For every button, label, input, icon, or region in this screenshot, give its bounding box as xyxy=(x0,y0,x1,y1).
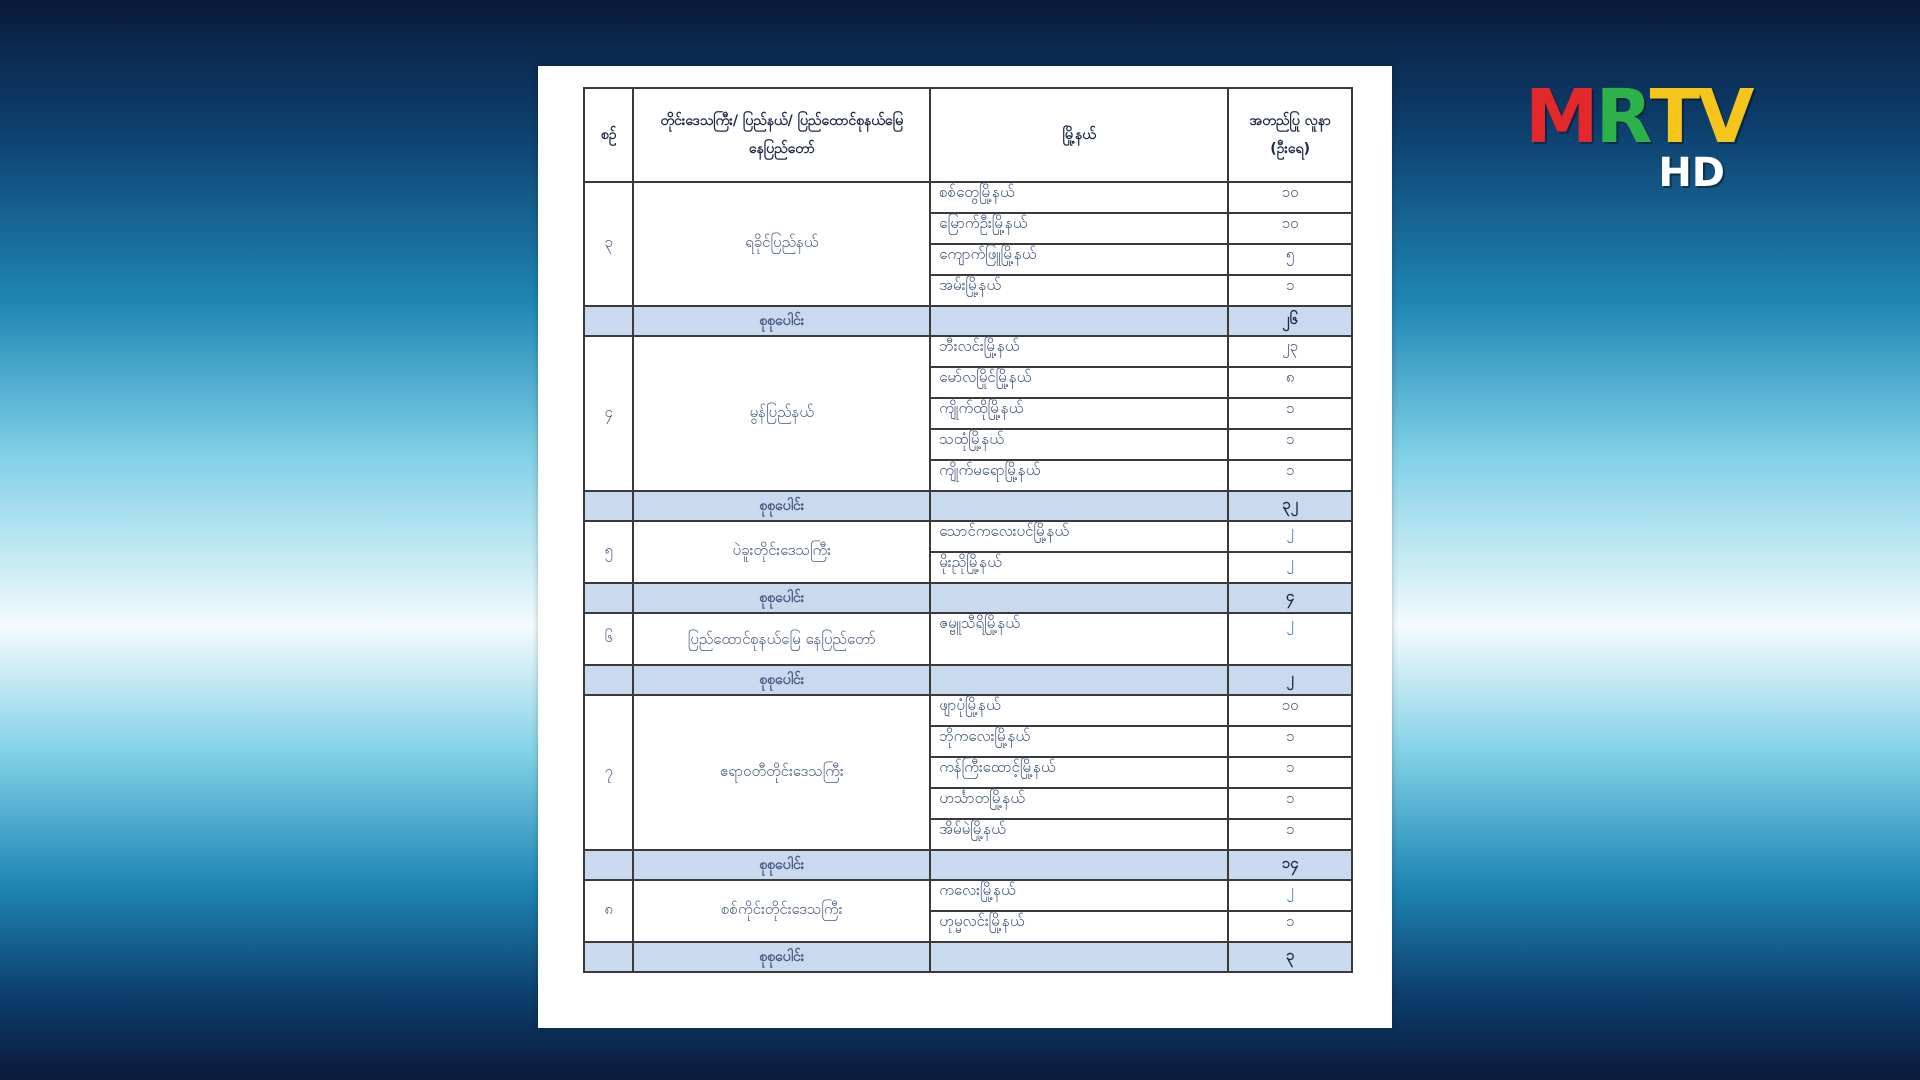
count-cell: ၁ xyxy=(1228,911,1352,942)
logo-letter: T xyxy=(1649,74,1698,160)
region-cell: မွန်ပြည်နယ် xyxy=(633,336,930,491)
township-cell: အိမ်မဲမြို့နယ် xyxy=(930,819,1228,850)
total-label-cell: စုစုပေါင်း xyxy=(633,942,930,972)
region-cell: ရခိုင်ပြည်နယ် xyxy=(633,182,930,306)
total-count-cell: ၃ xyxy=(1228,942,1352,972)
total-count-cell: ၁၄ xyxy=(1228,850,1352,880)
count-cell: ၁၀ xyxy=(1228,182,1352,213)
count-cell: ၁ xyxy=(1228,429,1352,460)
table-row xyxy=(584,521,1352,552)
serial-cell: ၄ xyxy=(584,336,633,491)
total-serial-cell xyxy=(584,665,633,695)
total-township-cell xyxy=(930,665,1228,695)
table-header-row xyxy=(584,88,1352,182)
total-serial-cell xyxy=(584,942,633,972)
header-township: မြို့နယ် xyxy=(930,88,1228,182)
count-cell: ၁၀ xyxy=(1228,213,1352,244)
count-cell: ၁ xyxy=(1228,275,1352,306)
total-serial-cell xyxy=(584,583,633,613)
total-count-cell: ၂ xyxy=(1228,665,1352,695)
mrtv-hd-logo xyxy=(1525,74,1752,196)
count-cell: ၂ xyxy=(1228,552,1352,583)
total-label-cell: စုစုပေါင်း xyxy=(633,850,930,880)
total-row xyxy=(584,583,1352,613)
township-cell: မြောက်ဦးမြို့နယ် xyxy=(930,213,1228,244)
township-cell: ဟုမ္မလင်းမြို့နယ် xyxy=(930,911,1228,942)
township-cell: အမ်းမြို့နယ် xyxy=(930,275,1228,306)
header-count: အတည်ပြု လူနာ (ဦးရေ) xyxy=(1228,88,1352,182)
region-cell: ပဲခူးတိုင်းဒေသကြီး xyxy=(633,521,930,583)
township-cell: သထုံမြို့နယ် xyxy=(930,429,1228,460)
total-count-cell: ၃၂ xyxy=(1228,491,1352,521)
serial-cell: ၇ xyxy=(584,695,633,850)
count-cell: ၅ xyxy=(1228,244,1352,275)
township-cell: စစ်တွေမြို့နယ် xyxy=(930,182,1228,213)
table-row xyxy=(584,336,1352,367)
total-label-cell: စုစုပေါင်း xyxy=(633,583,930,613)
total-label-cell: စုစုပေါင်း xyxy=(633,306,930,336)
logo-letters xyxy=(1525,74,1752,160)
total-row xyxy=(584,491,1352,521)
logo-hd-label: HD xyxy=(1658,150,1725,196)
total-label-cell: စုစုပေါင်း xyxy=(633,491,930,521)
table-row xyxy=(584,695,1352,726)
logo-letter: M xyxy=(1525,74,1596,160)
township-cell: မိုးညိုမြို့နယ် xyxy=(930,552,1228,583)
total-serial-cell xyxy=(584,491,633,521)
logo-letter: V xyxy=(1697,74,1752,160)
count-cell: ၁ xyxy=(1228,819,1352,850)
serial-cell: ၈ xyxy=(584,880,633,942)
document-page xyxy=(538,66,1392,1028)
township-cell: ဖျာပုံမြို့နယ် xyxy=(930,695,1228,726)
count-cell: ၂ xyxy=(1228,613,1352,665)
total-township-cell xyxy=(930,850,1228,880)
total-row xyxy=(584,942,1352,972)
township-cell: ကလေးမြို့နယ် xyxy=(930,880,1228,911)
table-row xyxy=(584,880,1352,911)
total-row xyxy=(584,850,1352,880)
count-cell: ၁ xyxy=(1228,788,1352,819)
township-cell: ဇမ္ဗူသီရိမြို့နယ် xyxy=(930,613,1228,665)
region-cell: ဧရာဝတီတိုင်းဒေသကြီး xyxy=(633,695,930,850)
total-row xyxy=(584,665,1352,695)
total-township-cell xyxy=(930,306,1228,336)
count-cell: ၁ xyxy=(1228,460,1352,491)
count-cell: ၂ xyxy=(1228,880,1352,911)
township-cell: ကျောက်ဖြူမြို့နယ် xyxy=(930,244,1228,275)
count-cell: ၁ xyxy=(1228,757,1352,788)
count-cell: ၁ xyxy=(1228,726,1352,757)
total-township-cell xyxy=(930,583,1228,613)
total-label-cell: စုစုပေါင်း xyxy=(633,665,930,695)
header-serial: စဉ် xyxy=(584,88,633,182)
table-body xyxy=(584,182,1352,972)
header-region: တိုင်းဒေသကြီး/ ပြည်နယ်/ ပြည်ထောင်စုနယ်မြေ နေပြည်တော် xyxy=(633,88,930,182)
logo-letter: R xyxy=(1595,74,1650,160)
region-cell: စစ်ကိုင်းတိုင်းဒေသကြီး xyxy=(633,880,930,942)
serial-cell: ၅ xyxy=(584,521,633,583)
total-serial-cell xyxy=(584,306,633,336)
serial-cell: ၃ xyxy=(584,182,633,306)
total-township-cell xyxy=(930,491,1228,521)
count-cell: ၁ xyxy=(1228,398,1352,429)
total-serial-cell xyxy=(584,850,633,880)
table-row xyxy=(584,613,1352,665)
total-count-cell: ၂၆ xyxy=(1228,306,1352,336)
township-cell: ဘီးလင်းမြို့နယ် xyxy=(930,336,1228,367)
township-cell: ကန်ကြီးထောင့်မြို့နယ် xyxy=(930,757,1228,788)
case-table xyxy=(583,87,1353,973)
region-cell: ပြည်ထောင်စုနယ်မြေ နေပြည်တော် xyxy=(633,613,930,665)
township-cell: ကျိုက်ထိုမြို့နယ် xyxy=(930,398,1228,429)
township-cell: မော်လမြိုင်မြို့နယ် xyxy=(930,367,1228,398)
total-row xyxy=(584,306,1352,336)
count-cell: ၂ xyxy=(1228,521,1352,552)
serial-cell: ၆ xyxy=(584,613,633,665)
township-cell: ဘိုကလေးမြို့နယ် xyxy=(930,726,1228,757)
total-count-cell: ၄ xyxy=(1228,583,1352,613)
township-cell: ဟင်္သာတမြို့နယ် xyxy=(930,788,1228,819)
count-cell: ၁၀ xyxy=(1228,695,1352,726)
township-cell: သောင်ကလေးပင်မြို့နယ် xyxy=(930,521,1228,552)
total-township-cell xyxy=(930,942,1228,972)
table-row xyxy=(584,182,1352,213)
count-cell: ၂၃ xyxy=(1228,336,1352,367)
township-cell: ကျိုက်မရောမြို့နယ် xyxy=(930,460,1228,491)
count-cell: ၈ xyxy=(1228,367,1352,398)
